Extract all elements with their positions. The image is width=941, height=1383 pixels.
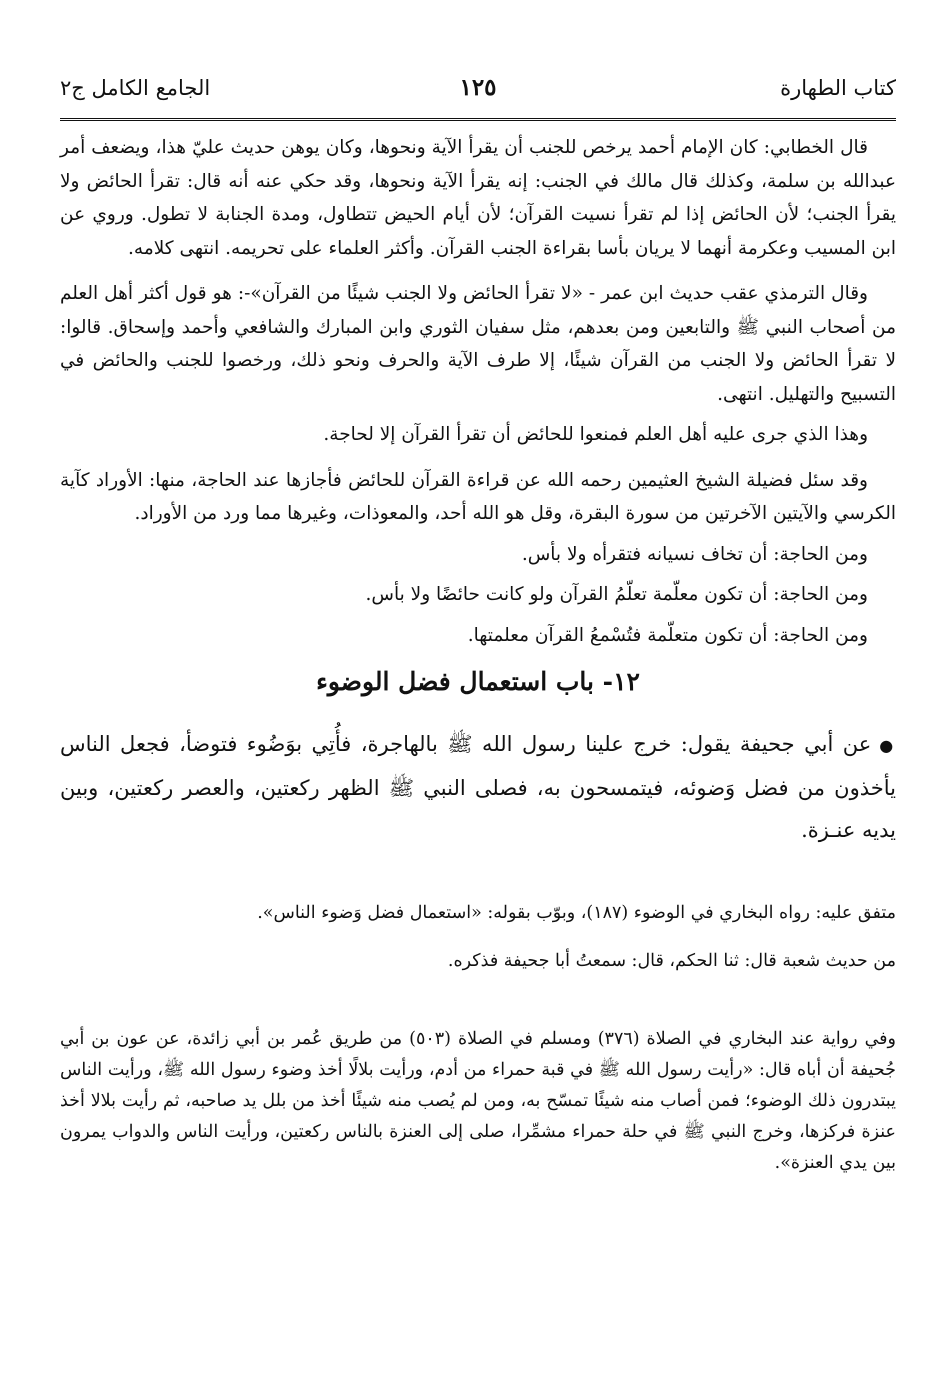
book-section-title: كتاب الطهارة [780,76,896,100]
paragraph-bukhari-narration: وفي رواية عند البخاري في الصلاة (٣٧٦) ومسلم في الصلاة (٥٠٣) من طريق عُمر بن أبي زائدة، عن عون بن أبي جُحيفة أن أباه قال: «رأيت رسول الله ﷺ في قبة حمراء من أدم، ورأيت بلالًا أخذ وضوء رسول الله ﷺ، ورأيت الناس يبتدرون ذلك الوضوء؛ فمن أصاب منه شيئًا تمسّح به، ومن لم يُصب منه شيئًا أخذ من بلل يد صاحبه، ثم رأيت بلالا أخذ عنزة فركزها، وخرج النبي ﷺ في حلة حمراء مشمِّرا، صلى إلى العنزة بالناس ركعتين، ورأيت الناس والدواب يمرون بين يدي العنزة». [60,1029,896,1173]
bullet-icon: ● [879,736,896,755]
chapter-title: ١٢- باب استعمال فضل الوضوء [316,667,640,696]
paragraph-scholars: وهذا الذي جرى عليه أهل العلم فمنعوا للحائض أن تقرأ القرآن إلا لحاجة. [323,424,868,445]
page-header [60,70,896,121]
hadith-text [60,723,896,851]
hadith-body: عن أبي جحيفة يقول: خرج علينا رسول الله ﷺ بالهاجرة، فأُتِي بوَضُوء فتوضأ، فجعل الناس يأخذون من فضل وَضوئه، فيتمسحون به، فصلى النبي ﷺ الظهر ركعتين، والعصر ركعتين، وبين يديه عنـزة. [60,732,896,842]
paragraph-need-1: ومن الحاجة: أن تخاف نسيانه فتقرأه ولا بأس. [521,543,868,565]
paragraph-need-3: ومن الحاجة: أن تكون متعلّمة فتُسْمعُ القرآن معلمتها. [467,624,868,646]
paragraph-need-2: ومن الحاجة: أن تكون معلّمة تعلّمُ القرآن ولو كانت حائضًا ولا بأس. [365,584,868,605]
paragraph-tirmidhi: وقال الترمذي عقب حديث ابن عمر - «لا تقرأ الحائض ولا الجنب شيئًا من القرآن»-: هو قول أكثر أهل العلم من أصحاب النبي ﷺ والتابعين ومن بعدهم، مثل سفيان الثوري وابن المبارك والشافعي وأحمد وإسحاق. قالوا: لا تقرأ الحائض ولا الجنب من القرآن شيئًا، إلا طرف الآية والحرف ونحو ذلك، ورخصوا للجنب والحائض في التسبيح والتهليل. انتهى. [60,283,896,405]
paragraph-khattabi: قال الخطابي: كان الإمام أحمد يرخص للجنب أن يقرأ الآية ونحوها، وكان يوهن حديث عليّ هذا، ويضعف أمر عبدالله بن سلمة، وكذلك قال مالك في الجنب: إنه يقرأ الآية ونحوها، وقد حكي عنه أنه قال: تقرأ الحائض ولا يقرأ الجنب؛ لأن الحائض إذا لم تقرأ نسيت القرآن؛ لأن أيام الحيض تتطاول، ومدة الجنابة لا تطول. وروي عن ابن المسيب وعكرمة أنهما لا يريان بأسا بقراءة الجنب القرآن. وأكثر العلماء على تحريمه. انتهى كلامه. [60,137,896,259]
takhrij-line-2: من حديث شعبة قال: ثنا الحكم، قال: سمعتُ أبا جحيفة فذكره. [447,951,896,971]
takhrij-line-1: متفق عليه: رواه البخاري في الوضوء (١٨٧)، وبوّب بقوله: «استعمال فضل وَضوء الناس». [257,902,896,923]
book-title: الجامع الكامل ج٢ [60,76,211,100]
page-number: ١٢٥ [459,74,497,101]
paragraph-uthaymeen: وقد سئل فضيلة الشيخ العثيمين رحمه الله عن قراءة القرآن للحائض فأجازها عند الحاجة، منها: الأوراد كآية الكرسي والآيتين الآخرتين من سورة البقرة، وقل هو الله أحد، والمعوذات، وغيرها مما ورد من الأوراد. [60,469,896,524]
page [60,70,896,1197]
